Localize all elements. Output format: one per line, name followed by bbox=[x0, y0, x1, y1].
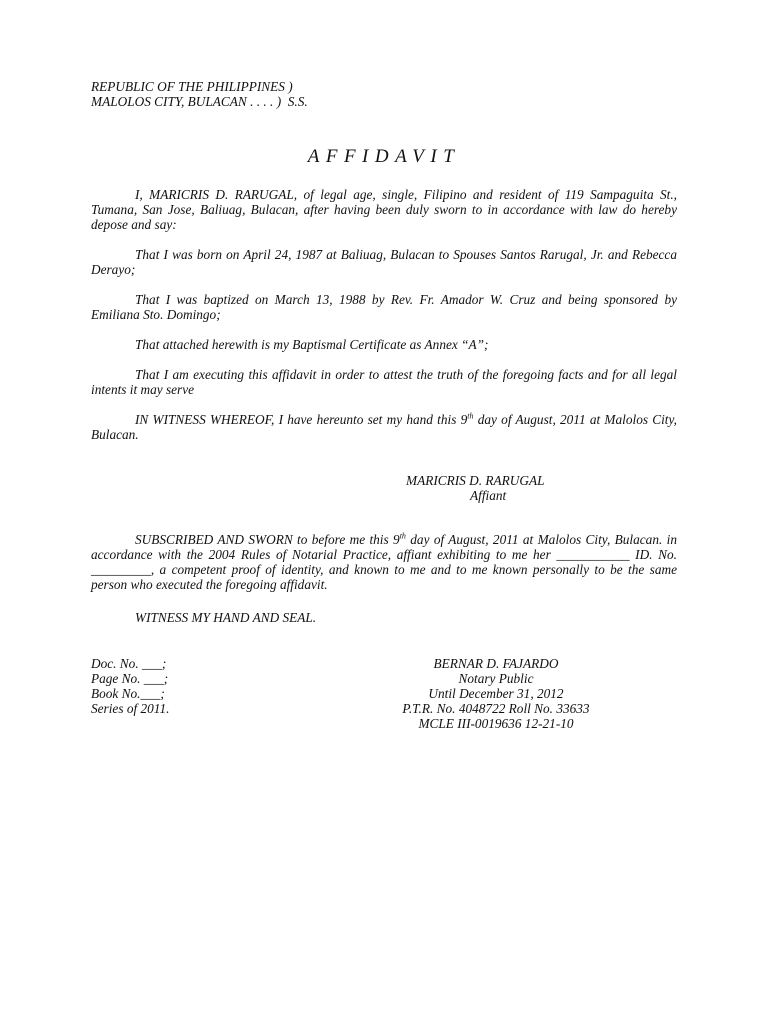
jurat-text-start: SUBSCRIBED AND SWORN to before me this 9 bbox=[135, 532, 400, 547]
venue-line-1: REPUBLIC OF THE PHILIPPINES ) bbox=[91, 79, 293, 94]
intro-paragraph: I, MARICRIS D. RARUGAL, of legal age, single, Filipino and resident of 119 Sampaguita St., Tumana, San Jose, Baliuag, Bulacan, after having been duly sworn to in accordance with law do hereby depose and say: bbox=[91, 187, 677, 232]
affiant-signature-block bbox=[406, 473, 606, 503]
book-number: Book No.___; bbox=[91, 686, 165, 701]
jurat-block bbox=[91, 532, 677, 592]
jurat-ordinal-suffix: th bbox=[399, 531, 406, 541]
notary-name: BERNAR D. FAJARDO bbox=[433, 656, 559, 671]
venue-line-2: MALOLOS CITY, BULACAN . . . . ) S.S. bbox=[91, 94, 308, 109]
birth-paragraph: That I was born on April 24, 1987 at Baliuag, Bulacan to Spouses Santos Rarugal, Jr. and Rebecca Derayo; bbox=[91, 247, 677, 277]
notary-title: Notary Public bbox=[458, 671, 534, 686]
witness-seal-line: WITNESS MY HAND AND SEAL. bbox=[135, 610, 317, 625]
series-year: Series of 2011. bbox=[91, 701, 170, 716]
witness-text-end: day of August, 2011 at Malolos City, Bulacan. bbox=[91, 412, 677, 442]
affiant-name: MARICRIS D. RARUGAL bbox=[406, 473, 545, 488]
notary-mcle: MCLE III-0019636 12-21-10 bbox=[418, 716, 574, 731]
jurat-paragraph bbox=[91, 532, 677, 592]
affiant-role: Affiant bbox=[470, 488, 507, 503]
notarial-register-block bbox=[91, 656, 169, 716]
page-number: Page No. ___; bbox=[91, 671, 169, 686]
baptism-paragraph: That I was baptized on March 13, 1988 by Rev. Fr. Amador W. Cruz and being sponsored by Emiliana Sto. Domingo; bbox=[91, 292, 677, 322]
purpose-paragraph: That I am executing this affidavit in order to attest the truth of the foregoing facts and for all legal intents it may serve bbox=[91, 367, 677, 397]
venue-block bbox=[91, 79, 308, 109]
notary-block bbox=[380, 656, 612, 731]
jurat-text-end: day of August, 2011 at Malolos City, Bulacan. in accordance with the 2004 Rules of Notarial Practice, affiant exhibiting to me her ___________ ID. No. _________, a competent proof of identity, and known to me and to me known personally to be the same person who executed the foregoing affidavit. bbox=[91, 532, 677, 592]
notary-commission-until: Until December 31, 2012 bbox=[428, 686, 564, 701]
witness-text-start: IN WITNESS WHEREOF, I have hereunto set my hand this 9 bbox=[135, 412, 468, 427]
doc-number: Doc. No. ___; bbox=[91, 656, 167, 671]
witness-ordinal-suffix: th bbox=[467, 411, 474, 421]
witness-paragraph bbox=[91, 412, 677, 442]
affidavit-body bbox=[91, 187, 677, 442]
document-title: AFFIDAVIT bbox=[307, 146, 461, 167]
notary-ptr-roll: P.T.R. No. 4048722 Roll No. 33633 bbox=[402, 701, 590, 716]
annex-paragraph: That attached herewith is my Baptismal Certificate as Annex “A”; bbox=[135, 337, 489, 352]
